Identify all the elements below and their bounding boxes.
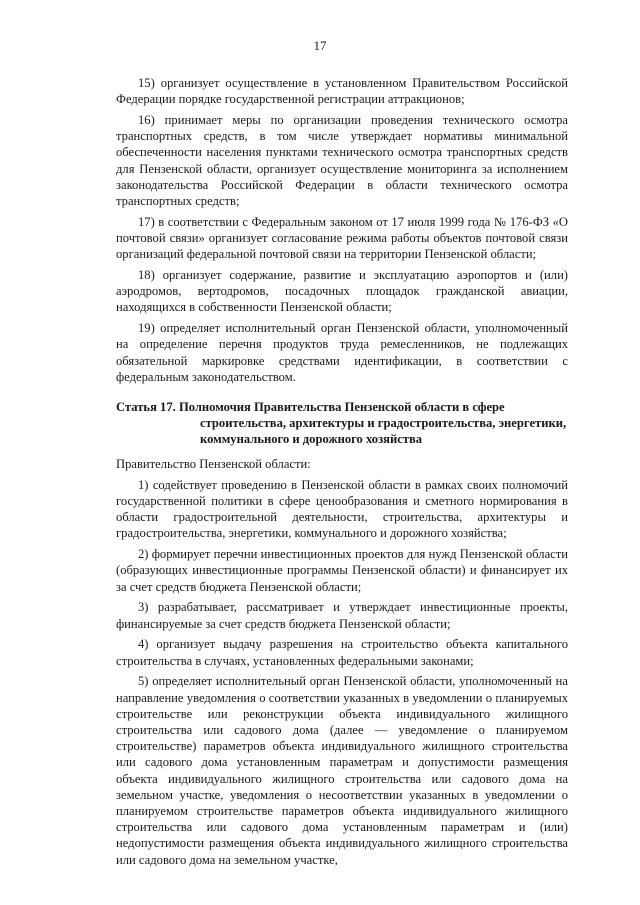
item-19-paragraph: 19) определяет исполнительный орган Пензенской области, уполномоченный на определение перечня продуктов труда ремесленников, не подлежащих обязательной маркировке средствами идентификации, в соответствии с федеральным законодательством. xyxy=(116,321,568,384)
article-item-1-paragraph: 1) содействует проведению в Пензенской области в рамках своих полномочий государственной политики в сфере ценообразования и сметного нормирования в области градостроительной деятельности, строительства, архитектуры и градостроительства, энергетики, коммунального и дорожного хозяйства; xyxy=(116,477,568,541)
item-16-paragraph: 16) принимает меры по организации проведения технического осмотра транспортных средств, в том числе утверждает нормативы минимальной обеспеченности населения пунктами технического осмотра транспортных средств для Пензенской области, организует осуществление мониторинга за исполнением законодательства Российской Федерации в области технического осмотра транспортных средств; xyxy=(116,113,568,209)
article-item-3-paragraph: 3) разрабатывает, рассматривает и утверждает инвестиционные проекты, финансируемые за счет средств бюджета Пензенской области; xyxy=(116,600,568,631)
page-number: 17 xyxy=(313,38,327,53)
item-18-paragraph: 18) организует содержание, развитие и эксплуатацию аэропортов и (или) аэродромов, вертодромов, посадочных площадок гражданской авиации, находящихся в собственности Пензенской области; xyxy=(116,268,568,315)
item-17-paragraph: 17) в соответствии с Федеральным законом от 17 июля 1999 года № 176-ФЗ «О почтовой связи» организует согласование режима работы объектов почтовой связи организаций федеральной почтовой связи на территории Пензенской области; xyxy=(116,214,568,262)
article-item-2-paragraph: 2) формирует перечни инвестиционных проектов для нужд Пензенской области (образующих инвестиционные программы Пензенской области) и финансирует их за счет средств бюджета Пензенской области; xyxy=(116,547,568,594)
page-content xyxy=(116,75,568,872)
article-intro: Правительство Пензенской области: xyxy=(116,456,311,471)
article-item-4-paragraph: 4) организует выдачу разрешения на строительство объекта капитального строительства в случаях, установленных федеральными законами; xyxy=(116,637,568,668)
article-17-heading: Статья 17. Полномочия Правительства Пензенской области в сфере строительства, архитектуры и градостроительства, энергетики, коммунального и дорожного хозяйства xyxy=(116,400,567,447)
article-item-5-paragraph: 5) определяет исполнительный орган Пензенской области, уполномоченный на направление уведомления о соответствии указанных в уведомлении о планируемых строительстве или реконструкции объекта индивидуального жилищного строительства или садового дома (далее — уведомление о планируемом строительстве) параметров объекта индивидуального жилищного строительства или садового дома установленным параметрам и допустимости размещения объекта индивидуального жилищного строительства или садового дома на земельном участке, уведомления о несоответствии указанных в уведомлении о планируемом строительстве параметров объекта индивидуального жилищного строительства или садового дома установленным параметрам и (или) недопустимости размещения объекта индивидуального жилищного строительства или садового дома на земельном участке, xyxy=(116,674,568,867)
item-15-paragraph: 15) организует осуществление в установленном Правительством Российской Федерации порядке государственной регистрации аттракционов; xyxy=(116,76,568,107)
